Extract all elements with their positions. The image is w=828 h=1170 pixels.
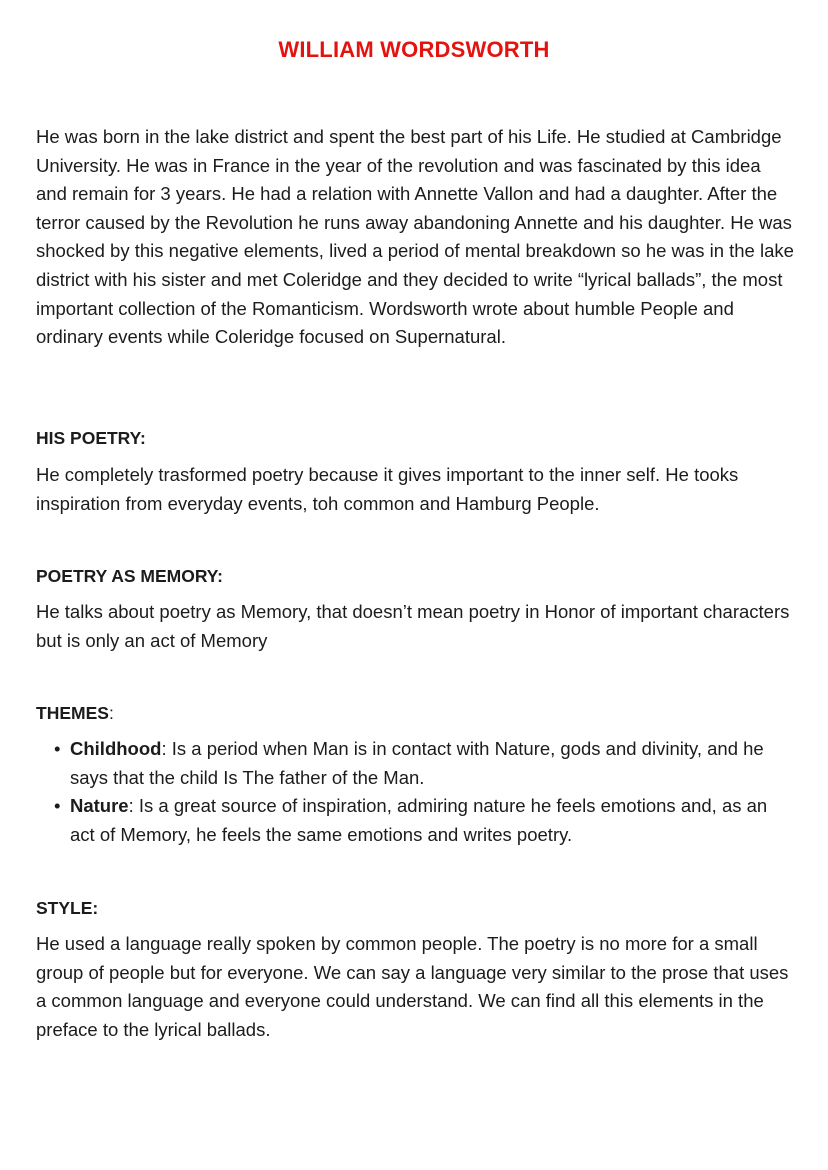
theme-term: Nature (70, 795, 129, 817)
theme-description: : Is a great source of inspiration, admiring nature he feels emotions and, as an act of Memory, he feels the same emotions and writes poetry. (70, 795, 768, 845)
themes-heading-colon: : (108, 703, 114, 723)
themes-list (36, 735, 796, 849)
intro-paragraph: He was born in the lake district and spent the best part of his Life. He studied at Cambridge University. He was in France in the year of the revolution and was fascinated by this idea and remain for 3 years. He had a relation with Annette Vallon and had a daughter. After the terror caused by the Revolution he runs away abandoning Annette and his daughter. He was shocked by this negative elements, lived a period of mental breakdown so he was in the lake district with his sister and met Coleridge and they decided to write “lyrical ballads”, the most important collection of the Romanticism. Wordsworth wrote about humble People and ordinary events while Coleridge focused on Supernatural. (36, 126, 794, 348)
themes-heading (36, 703, 114, 724)
theme-term: Childhood (70, 738, 162, 759)
page-title: WILLIAM WORDSWORTH (278, 37, 550, 62)
list-item (36, 792, 796, 849)
style-heading: STYLE: (36, 898, 99, 918)
poetry-as-memory-heading: POETRY AS MEMORY: (36, 566, 224, 586)
bullet-icon: • (54, 795, 61, 817)
poetry-as-memory-paragraph: He talks about poetry as Memory, that doesn’t mean poetry in Honor of important characters but is only an act of Memory (36, 601, 790, 651)
his-poetry-heading: HIS POETRY: (36, 428, 146, 448)
list-item (36, 735, 796, 792)
his-poetry-paragraph: He completely trasformed poetry because it gives important to the inner self. He tooks inspiration from everyday events, toh common and Hamburg People. (36, 464, 739, 514)
style-paragraph: He used a language really spoken by common people. The poetry is no more for a small group of people but for everyone. We can say a language very similar to the prose that uses a common language and everyone could understand. We can find all this elements in the preface to the lyrical ballads. (36, 933, 789, 1040)
themes-heading-label: THEMES (36, 703, 109, 723)
theme-description: : Is a period when Man is in contact with Nature, gods and divinity, and he says that the child Is The father of the Man. (70, 738, 764, 788)
bullet-icon: • (54, 738, 61, 759)
